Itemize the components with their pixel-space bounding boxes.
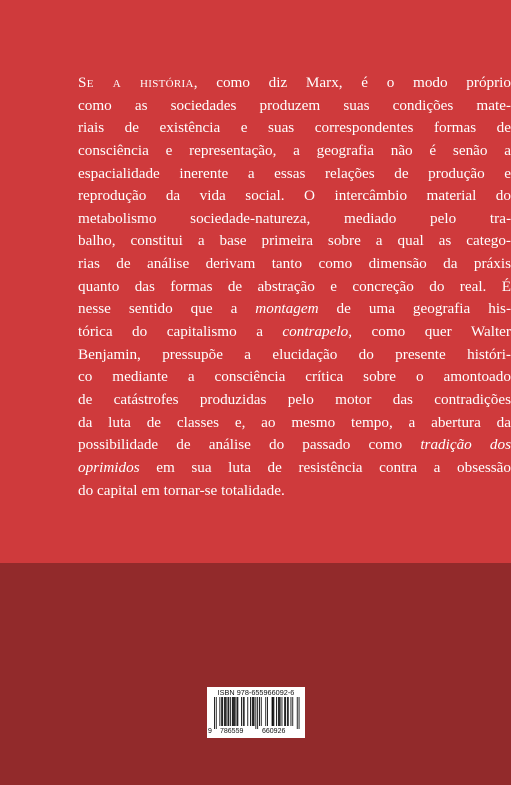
barcode-bar — [292, 697, 293, 726]
blurb-line: reprodução da vida social. O intercâmbio material do — [78, 187, 511, 205]
blurb-line: possibilidade de análise do passado como tradição dos — [78, 436, 511, 454]
barcode-bar — [230, 697, 231, 726]
blurb-line: metabolismo sociedade-natureza, mediado pelo tra- — [78, 209, 511, 227]
italic-term: contrapelo — [282, 323, 349, 341]
barcode-bar — [228, 697, 229, 726]
blurb-line: quanto das formas de abstração e concreção do real. É — [78, 277, 511, 295]
barcode-bar — [226, 697, 227, 726]
italic-term: montagem — [255, 300, 319, 318]
barcode-bar — [267, 697, 268, 726]
barcode-bar — [243, 697, 244, 726]
barcode-bar — [287, 697, 288, 726]
blurb-line: tórica do capitalismo a contrapelo, como quer Walter — [78, 323, 511, 341]
barcode-bar — [232, 697, 233, 726]
barcode-bar — [241, 697, 242, 726]
blurb-line: do capital em tornar-se totalidade. — [78, 481, 285, 499]
blurb-lead-smallcaps: Se a história — [78, 74, 194, 91]
barcode-left-digits: 786559 — [220, 728, 244, 735]
barcode-bar — [219, 697, 220, 726]
barcode-bar — [237, 697, 238, 726]
blurb-line: como as sociedades produzem suas condições mate- — [78, 96, 511, 114]
barcode-bar — [253, 697, 254, 726]
barcode-digits — [207, 728, 305, 737]
barcode-bar — [216, 697, 217, 729]
barcode-bar — [237, 697, 238, 726]
barcode-bar — [297, 697, 298, 729]
barcode-bar — [228, 697, 229, 726]
barcode-bar — [254, 697, 255, 726]
barcode-bar — [233, 697, 234, 726]
isbn-barcode — [207, 687, 305, 738]
blurb-line: oprimidos em sua luta de resistência contra a obsessão — [78, 458, 511, 476]
blurb-line: de catástrofes produzidas pelo motor das contradições — [78, 390, 511, 408]
barcode-right-digits: 660926 — [262, 728, 286, 735]
italic-term: tradição dos — [420, 436, 511, 454]
barcode-bar — [259, 697, 260, 726]
blurb-line: rias de análise derivam tanto como dimensão da práxis — [78, 255, 511, 273]
barcode-bar — [224, 697, 225, 726]
barcode-bar — [250, 697, 251, 726]
barcode-bar — [273, 697, 274, 726]
italic-term: oprimidos — [78, 458, 140, 476]
barcode-bar — [288, 697, 289, 726]
barcode-bar — [225, 697, 226, 726]
blurb-line: riais de existência e suas correspondentes formas de — [78, 119, 511, 137]
blurb-line: co mediante a consciência crítica sobre o amontoado — [78, 368, 511, 386]
barcode-bar — [285, 697, 286, 726]
barcode-bar — [291, 697, 292, 726]
barcode-bar — [255, 697, 256, 729]
barcode-bar — [221, 697, 222, 726]
back-cover-blurb — [78, 72, 511, 502]
barcode-bar — [284, 697, 285, 726]
barcode-bar — [282, 697, 283, 726]
blurb-line: Benjamin, pressupõe a elucidação do presente históri- — [78, 345, 511, 363]
blurb-line: espacialidade inerente a essas relações de produção e — [78, 164, 511, 182]
barcode-bar — [280, 697, 281, 726]
barcode-bar — [257, 697, 258, 729]
barcode-bar — [222, 697, 223, 726]
blurb-line: consciência e representação, a geografia não é senão a — [78, 141, 511, 159]
barcode-bar — [244, 697, 245, 726]
barcode-bar — [261, 697, 262, 726]
blurb-line: nesse sentido que a montagem de uma geografia his- — [78, 300, 511, 318]
barcode-bar — [272, 697, 273, 726]
blurb-line: balho, constitui a base primeira sobre a qual as catego- — [78, 232, 511, 250]
barcode-bar — [273, 697, 274, 726]
barcode-bar — [278, 697, 279, 726]
isbn-label: ISBN 978-655966092-6 — [217, 688, 295, 697]
barcode-bars-graphic — [214, 697, 300, 729]
blurb-line: da luta de classes e, ao mesmo tempo, a abertura da — [78, 413, 511, 431]
barcode-first-digit: 9 — [208, 728, 212, 735]
barcode-bar — [214, 697, 215, 729]
blurb-line: Se a história, como diz Marx, é o modo próprio — [78, 74, 511, 91]
barcode-bar — [247, 697, 248, 726]
barcode-bar — [234, 697, 235, 726]
barcode-bar — [252, 697, 253, 726]
barcode-bar — [235, 697, 236, 726]
barcode-bar — [299, 697, 300, 729]
barcode-bar — [276, 697, 277, 726]
barcode-bar — [279, 697, 280, 726]
lower-dark-red-panel — [0, 563, 511, 785]
barcode-bar — [265, 697, 266, 726]
